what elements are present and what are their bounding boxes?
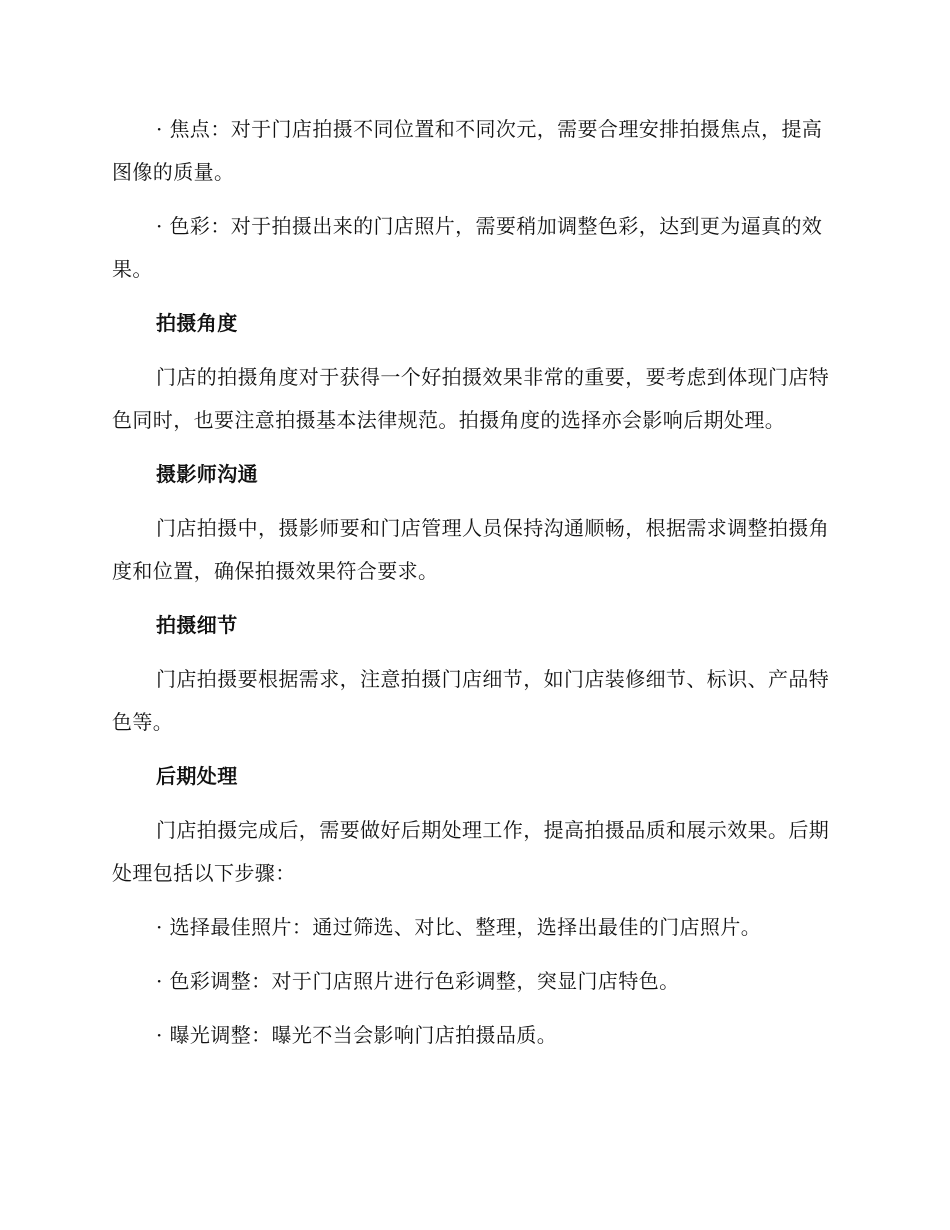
bullet-select-best: · 选择最佳照片：通过筛选、对比、整理，选择出最佳的门店照片。 (156, 915, 762, 939)
heading-shooting-details: 拍摄细节 (156, 613, 238, 637)
bullet-color-adjust: · 色彩调整：对于门店照片进行色彩调整，突显门店特色。 (156, 969, 680, 993)
bullet-exposure-adjust: · 曝光调整：曝光不当会影响门店拍摄品质。 (156, 1023, 558, 1047)
heading-photographer-communication: 摄影师沟通 (156, 462, 258, 486)
para-shooting-details: 门店拍摄要根据需求，注意拍摄门店细节，如门店装修细节、标识、产品特色等。 (112, 667, 830, 734)
document-body (112, 108, 830, 1057)
heading-post-processing: 后期处理 (156, 764, 238, 788)
para-shooting-angle: 门店的拍摄角度对于获得一个好拍摄效果非常的重要，要考虑到体现门店特色同时，也要注意拍摄基本法律规范。拍摄角度的选择亦会影响后期处理。 (112, 365, 830, 432)
bullet-focus: · 焦点：对于门店拍摄不同位置和不同次元，需要合理安排拍摄焦点，提高图像的质量。 (112, 117, 823, 184)
heading-shooting-angle: 拍摄角度 (156, 311, 238, 335)
para-post-processing: 门店拍摄完成后，需要做好后期处理工作，提高拍摄品质和展示效果。后期处理包括以下步骤： (112, 818, 830, 885)
bullet-color: · 色彩：对于拍摄出来的门店照片，需要稍加调整色彩，达到更为逼真的效果。 (112, 214, 823, 281)
para-photographer-communication: 门店拍摄中，摄影师要和门店管理人员保持沟通顺畅，根据需求调整拍摄角度和位置，确保拍摄效果符合要求。 (112, 516, 830, 583)
